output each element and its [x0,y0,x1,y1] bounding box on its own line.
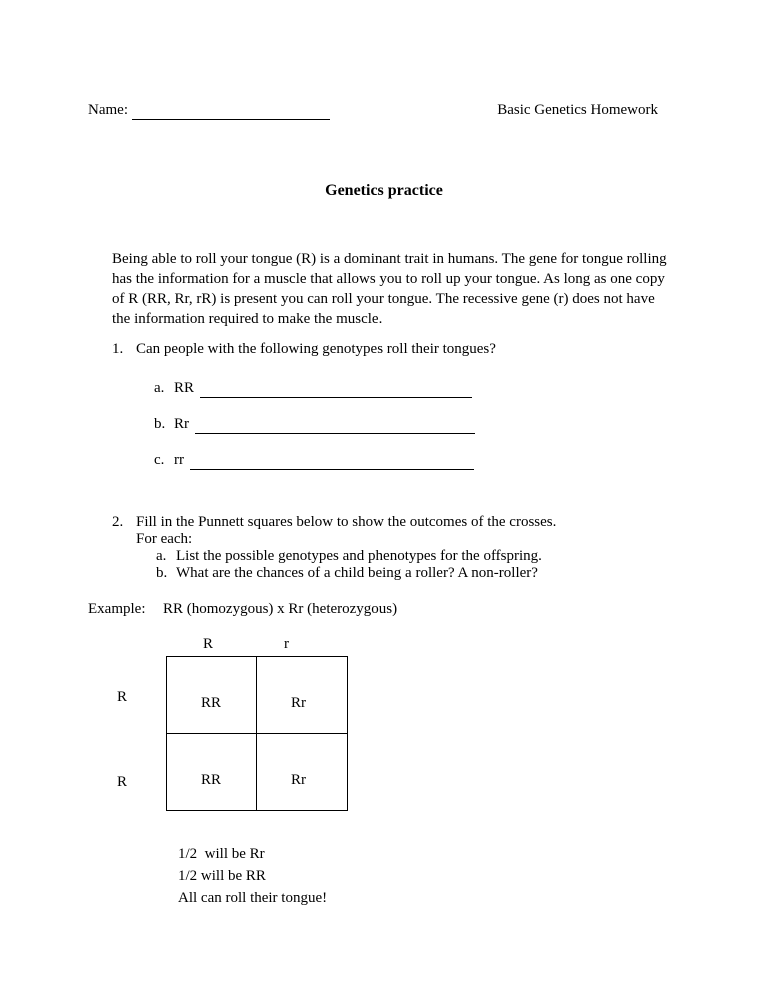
item-a-genotype: RR [174,380,195,396]
example-label: Example: [88,601,146,617]
question-2-line-1: Fill in the Punnett squares below to show the outcomes of the crosses. [136,514,557,530]
punnett-cell-2-1-text: RR [201,771,222,788]
punnett-cell-1-1-text: RR [201,695,222,711]
punnett-cell-2-2[interactable] [257,734,347,811]
question-1-item-c [154,452,474,470]
assignment-title: Basic Genetics Homework [497,102,658,118]
item-a-letter: a. [154,380,165,396]
punnett-row-header-2: R [117,774,128,790]
name-blank-line[interactable] [132,102,330,120]
question-1-text: Can people with the following genotypes roll their tongues? [136,341,496,357]
punnett-cell-2-2-text: Rr [291,771,306,788]
name-label: Name: [88,102,132,118]
question-2-number: 2. [112,514,124,530]
question-2-item-b-letter: b. [156,565,168,581]
item-b-genotype: Rr [174,416,189,432]
document-header [88,102,680,120]
example-cross: RR (homozygous) x Rr (heterozygous) [163,601,398,617]
question-2-item-b-text: What are the chances of a child being a roller? A non-roller? [176,565,538,581]
question-1-item-a [154,380,472,398]
result-line-2: 1/2 will be RR [178,867,266,884]
punnett-cell-1-2-text: Rr [291,695,306,711]
result-line-1: 1/2 will be Rr [178,846,265,862]
item-a-answer-blank[interactable] [200,380,472,398]
question-1-number: 1. [112,341,124,357]
intro-paragraph: Being able to roll your tongue (R) is a dominant trait in humans. The gene for tongue rolling has the information for a muscle that allows you to roll up your tongue. As long as one copy of R (RR, Rr, rR) is present you can roll your tongue. The recessive gene (r) does not have the information required to make the muscle. [112,251,667,327]
punnett-square [166,656,348,811]
result-line-3: All can roll their tongue! [178,889,328,906]
example-row [88,601,397,618]
item-b-letter: b. [154,416,166,432]
item-c-letter: c. [154,452,165,468]
question-2-line-2: For each: [136,531,193,547]
question-1-item-b [154,416,475,434]
punnett-col-header-2: r [284,636,289,652]
item-c-answer-blank[interactable] [190,452,474,470]
example-results [178,844,327,909]
punnett-cell-2-1[interactable] [167,734,257,811]
punnett-cell-1-2[interactable] [257,657,347,734]
question-2-item-a-letter: a. [156,548,167,564]
question-2-item-a-text: List the possible genotypes and phenotypes for the offspring. [176,548,542,564]
punnett-row-header-1: R [117,689,128,705]
punnett-cell-1-1[interactable] [167,657,257,734]
item-c-genotype: rr [174,452,184,468]
punnett-col-header-1: R [203,636,214,652]
question-2-item-a [156,548,542,565]
question-2-item-b [156,565,538,582]
page-title: Genetics practice [325,182,443,199]
name-field-group [88,102,330,120]
item-b-answer-blank[interactable] [195,416,475,434]
